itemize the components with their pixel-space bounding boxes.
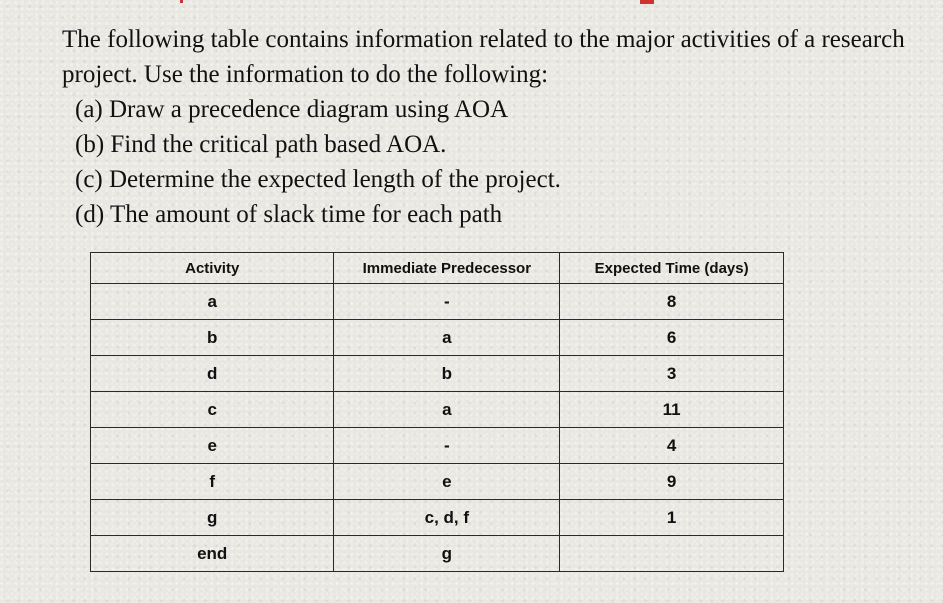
task-item: (b) Find the critical path based AOA. xyxy=(75,131,447,158)
predecessor-cell: - xyxy=(334,284,560,320)
table-row xyxy=(91,536,784,572)
top-edge-marks xyxy=(0,0,943,6)
red-mark xyxy=(180,0,183,3)
table-row xyxy=(91,356,784,392)
predecessor-cell: b xyxy=(334,356,560,392)
activity-cell: d xyxy=(91,356,334,392)
predecessor-cell: a xyxy=(334,392,560,428)
time-cell: 6 xyxy=(560,320,784,356)
header-expected-time: Expected Time (days) xyxy=(560,253,784,284)
table-header-row xyxy=(91,253,784,284)
predecessor-cell: e xyxy=(334,464,560,500)
time-cell: 9 xyxy=(560,464,784,500)
activity-cell: a xyxy=(91,284,334,320)
table-row xyxy=(91,320,784,356)
time-cell: 11 xyxy=(560,392,784,428)
problem-statement xyxy=(62,22,932,232)
activity-table xyxy=(90,252,784,572)
activity-cell: end xyxy=(91,536,334,572)
predecessor-cell: c, d, f xyxy=(334,500,560,536)
predecessor-cell: g xyxy=(334,536,560,572)
predecessor-cell: a xyxy=(334,320,560,356)
header-immediate-predecessor: Immediate Predecessor xyxy=(334,253,560,284)
time-cell xyxy=(560,536,784,572)
table-row xyxy=(91,392,784,428)
task-item: (c) Determine the expected length of the project. xyxy=(75,166,561,193)
intro-text: The following table contains information related to the major activities of a research project. Use the information to do the following: xyxy=(62,26,905,88)
activity-cell: g xyxy=(91,500,334,536)
activity-cell: e xyxy=(91,428,334,464)
table-row xyxy=(91,428,784,464)
task-list xyxy=(62,92,932,232)
predecessor-cell: - xyxy=(334,428,560,464)
table-row xyxy=(91,500,784,536)
time-cell: 3 xyxy=(560,356,784,392)
time-cell: 8 xyxy=(560,284,784,320)
table-row xyxy=(91,464,784,500)
time-cell: 1 xyxy=(560,500,784,536)
red-mark xyxy=(640,0,654,4)
activity-cell: b xyxy=(91,320,334,356)
task-item: (a) Draw a precedence diagram using AOA xyxy=(75,96,509,123)
table-row xyxy=(91,284,784,320)
header-activity: Activity xyxy=(91,253,334,284)
time-cell: 4 xyxy=(560,428,784,464)
activity-cell: f xyxy=(91,464,334,500)
activity-cell: c xyxy=(91,392,334,428)
task-item: (d) The amount of slack time for each path xyxy=(75,201,503,228)
